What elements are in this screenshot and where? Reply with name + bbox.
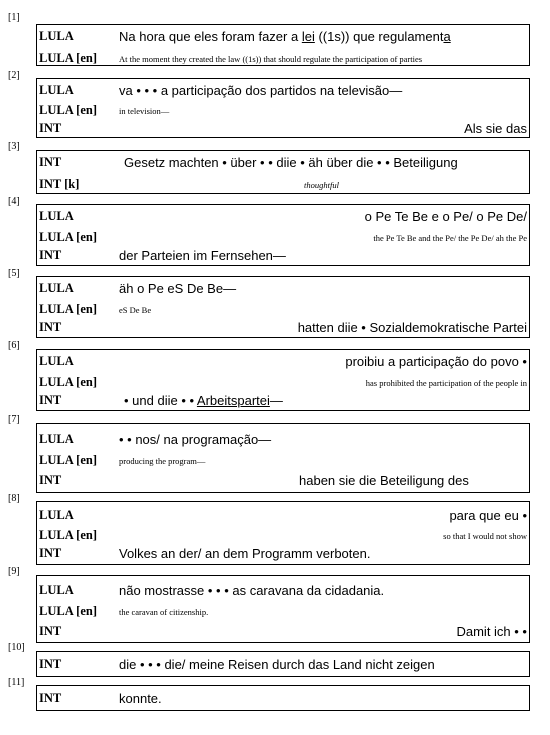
transcript-block — [36, 685, 530, 711]
block-number: [10] — [8, 642, 25, 653]
utterance-text: o Pe Te Be e o Pe/ o Pe De/ — [364, 209, 527, 224]
block-number: [3] — [8, 141, 20, 152]
speaker-label: LULA — [39, 354, 74, 368]
transcript-block — [36, 349, 530, 411]
speaker-label: INT — [39, 691, 62, 705]
block-number: [7] — [8, 414, 20, 425]
speaker-label: LULA — [39, 583, 74, 597]
transcript-block — [36, 575, 530, 643]
transcript-block — [36, 204, 530, 266]
speaker-label: INT — [39, 473, 62, 487]
speaker-label: INT — [39, 624, 62, 638]
speaker-label: INT — [39, 248, 62, 262]
translation-text: At the moment they created the law ((1s)) that should regulate the participation of parties — [119, 54, 423, 64]
speaker-label: LULA [en] — [39, 528, 97, 542]
transcript-block — [36, 651, 530, 677]
translation-text: the Pe Te Be and the Pe/ the Pe De/ ah the Pe — [373, 233, 527, 243]
speaker-label: LULA — [39, 432, 74, 446]
utterance-text: Damit ich • • — [456, 624, 527, 639]
translation-text: the caravan of citizenship. — [119, 607, 209, 617]
transcript-block — [36, 150, 530, 194]
translation-text: in television— — [119, 106, 170, 116]
block-number: [2] — [8, 70, 20, 81]
translation-text: has prohibited the participation of the people in — [365, 378, 527, 388]
speaker-label: LULA — [39, 29, 74, 43]
translation-text: producing the program— — [119, 456, 206, 466]
utterance-text: Als sie das — [464, 121, 527, 136]
utterance-text: der Parteien im Fernsehen— — [119, 248, 286, 263]
utterance-text: para que eu • — [449, 508, 527, 523]
utterance-text: haben sie die Beteiligung des — [299, 473, 469, 488]
utterance-text: Na hora que eles foram fazer a lei ((1s)) que regulamenta — [119, 29, 451, 44]
translation-text: eS De Be — [119, 305, 152, 315]
speaker-label: LULA — [39, 83, 74, 97]
block-number: [11] — [8, 677, 25, 688]
block-number: [1] — [8, 12, 20, 23]
speaker-label: INT — [39, 657, 62, 671]
speaker-label: LULA [en] — [39, 604, 97, 618]
speaker-label: LULA — [39, 281, 74, 295]
transcript-block — [36, 78, 530, 138]
speaker-label: LULA [en] — [39, 453, 97, 467]
utterance-text: • und diie • • Arbeitspartei— — [124, 393, 283, 408]
speaker-label: INT — [39, 155, 62, 169]
block-number: [4] — [8, 196, 20, 207]
speaker-label: LULA [en] — [39, 103, 97, 117]
speaker-label: LULA [en] — [39, 375, 97, 389]
speaker-label: LULA — [39, 508, 74, 522]
speaker-label: LULA [en] — [39, 230, 97, 244]
speaker-label: INT — [39, 121, 62, 135]
translation-text: so that I would not show — [443, 531, 527, 541]
transcript-block — [36, 501, 530, 565]
speaker-label: INT [k] — [39, 177, 80, 191]
speaker-label: LULA — [39, 209, 74, 223]
speaker-label: LULA [en] — [39, 302, 97, 316]
utterance-text: die • • • die/ meine Reisen durch das Land nicht zeigen — [119, 657, 435, 672]
comment-text: thoughtful — [304, 180, 339, 190]
utterance-text: • • nos/ na programação— — [119, 432, 272, 447]
transcript-block — [36, 276, 530, 338]
utterance-text: konnte. — [119, 691, 162, 706]
block-number: [8] — [8, 493, 20, 504]
utterance-text: äh o Pe eS De Be— — [119, 281, 237, 296]
speaker-label: INT — [39, 546, 62, 560]
utterance-text: va • • • a participação dos partidos na televisão— — [119, 83, 403, 98]
speaker-label: INT — [39, 393, 62, 407]
speaker-label: INT — [39, 320, 62, 334]
utterance-text: Volkes an der/ an dem Programm verboten. — [119, 546, 371, 561]
block-number: [9] — [8, 566, 20, 577]
utterance-text: Gesetz machten • über • • diie • äh über die • • Beteiligung — [124, 155, 458, 170]
block-number: [5] — [8, 268, 20, 279]
transcript-block — [36, 423, 530, 493]
speaker-label: LULA [en] — [39, 51, 97, 65]
utterance-text: proibiu a participação do povo • — [345, 354, 527, 369]
transcript-block — [36, 24, 530, 66]
utterance-text: não mostrasse • • • as caravana da cidadania. — [119, 583, 385, 598]
block-number: [6] — [8, 340, 20, 351]
utterance-text: hatten diie • Sozialdemokratische Partei — [297, 320, 527, 335]
